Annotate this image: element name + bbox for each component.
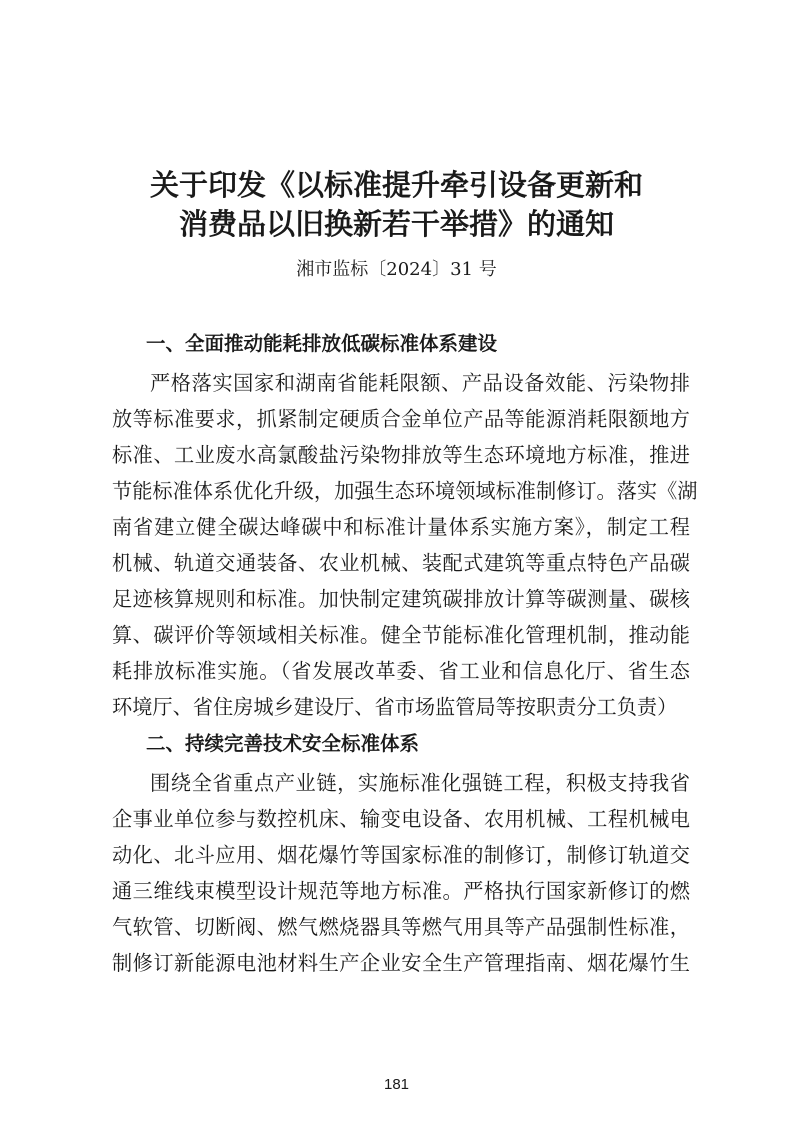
document-title-line-2: 消费品以旧换新若干举措》的通知 [178,207,614,241]
document-number: 湘市监标〔2024〕31 号 [296,259,497,280]
section-1-paragraph-line: 耗排放标准实施。（省发展改革委、省工业和信息化厅、省生态 [112,659,690,683]
section-1-paragraph-line: 环境厅、省住房城乡建设厅、省市场监管局等按职责分工负责） [112,695,678,719]
section-1-paragraph-line: 足迹核算规则和标准。加快制定建筑碳排放计算等碳测量、碳核 [112,587,690,611]
section-1-paragraph-line: 算、碳评价等领域相关标准。健全节能标准化管理机制，推动能 [112,623,690,647]
section-1-paragraph-line: 严格落实国家和湖南省能耗限额、产品设备效能、污染物排 [150,371,690,395]
section-2-paragraph-line: 制修订新能源电池材料生产企业安全生产管理指南、烟花爆竹生 [112,951,690,975]
section-1-paragraph-line: 南省建立健全碳达峰碳中和标准计量体系实施方案》，制定工程 [112,515,690,539]
section-2-paragraph-line: 围绕全省重点产业链，实施标准化强链工程，积极支持我省 [150,771,690,795]
section-1-paragraph-line: 标准、工业废水高氯酸盐污染物排放等生态环境地方标准，推进 [112,443,690,467]
section-2-paragraph-line: 企事业单位参与数控机床、输变电设备、农用机械、工程机械电 [112,807,690,831]
section-2-heading: 二、持续完善技术安全标准体系 [146,732,420,755]
section-1-heading: 一、全面推动能耗排放低碳标准体系建设 [146,332,498,355]
section-1-paragraph-line: 机械、轨道交通装备、农业机械、装配式建筑等重点特色产品碳 [112,551,690,575]
section-1-paragraph-line: 放等标准要求，抓紧制定硬质合金单位产品等能源消耗限额地方 [112,407,690,431]
section-1-paragraph-line: 节能标准体系优化升级，加强生态环境领域标准制修订。落实《湖 [112,479,698,503]
section-2-paragraph-line: 气软管、切断阀、燃气燃烧器具等燃气用具等产品强制性标准， [112,915,690,939]
section-2-paragraph-line: 动化、北斗应用、烟花爆竹等国家标准的制修订，制修订轨道交 [112,843,690,867]
document-title-line-1: 关于印发《以标准提升牵引设备更新和 [149,168,643,202]
page-number: 181 [383,1076,410,1093]
section-2-paragraph-line: 通三维线束模型设计规范等地方标准。严格执行国家新修订的燃 [112,879,690,903]
